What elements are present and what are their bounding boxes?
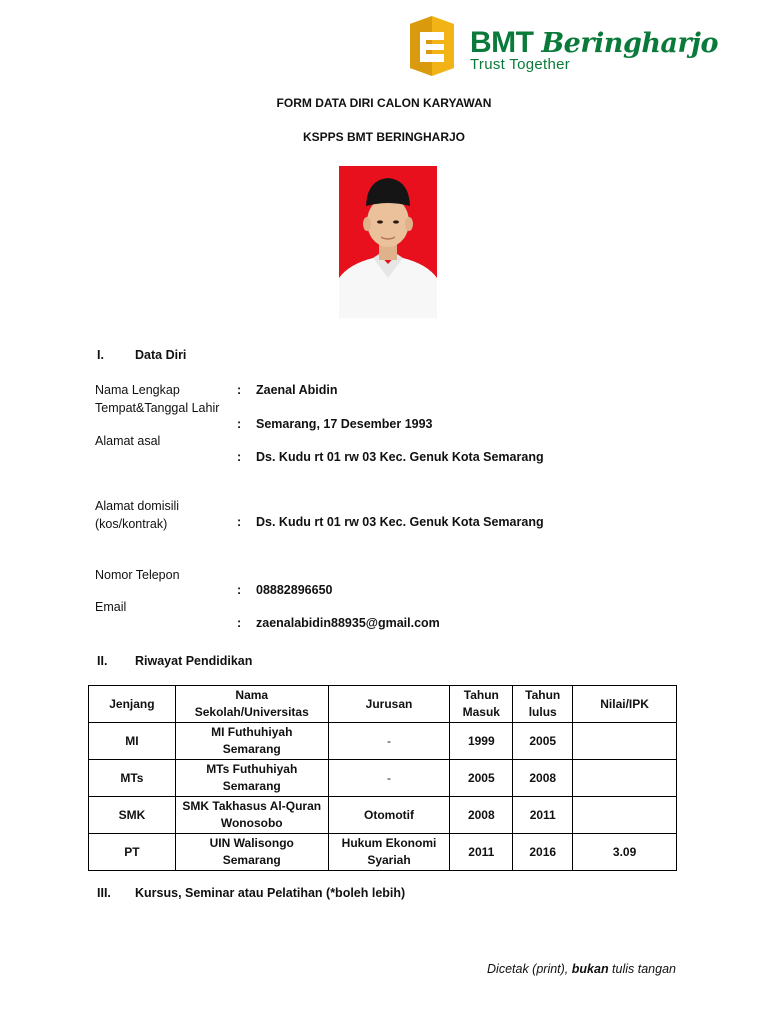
label-alamat-asal: Alamat asal (95, 434, 161, 448)
colon-email: : (237, 616, 242, 630)
section-number: I. (97, 348, 104, 362)
bmt-logo-mark-icon (406, 16, 458, 76)
cell-tahun-lulus: 2011 (513, 797, 573, 834)
footer-bold: bukan (571, 962, 609, 976)
colon-domisili: : (237, 515, 242, 529)
cell-tahun-lulus: 2008 (513, 760, 573, 797)
cell-jenjang: SMK (89, 797, 176, 834)
logo-brand-name (470, 26, 718, 60)
person-portrait-icon (339, 166, 437, 318)
header-line: Masuk (462, 705, 500, 719)
logo-brand-script: Beringharjo (541, 28, 718, 59)
header-line: Jurusan (365, 696, 413, 711)
section-number: II. (97, 654, 108, 668)
cell-tahun-lulus: 2005 (513, 723, 573, 760)
value-tempat-tanggal-lahir: Semarang, 17 Desember 1993 (256, 417, 433, 431)
section-label: Data Diri (135, 348, 187, 362)
cell-nama-sekolah (175, 760, 328, 797)
section-riwayat-pendidikan (97, 654, 397, 672)
table-header-row (89, 686, 677, 723)
section-kursus-seminar (97, 886, 497, 904)
cell-nilai: 3.09 (573, 834, 677, 871)
cell-line: UIN Walisongo (209, 836, 294, 850)
cell-jurusan (328, 723, 450, 760)
label-email: Email (95, 600, 127, 614)
section-label: Riwayat Pendidikan (135, 654, 253, 668)
header-line: lulus (528, 705, 557, 719)
header-line: Tahun (525, 688, 561, 702)
header-jenjang (89, 686, 176, 723)
cell-jurusan (328, 834, 450, 871)
cell-jenjang: PT (89, 834, 176, 871)
cell-nama-sekolah (175, 834, 328, 871)
cell-line: Otomotif (364, 807, 415, 822)
cell-nama-sekolah (175, 723, 328, 760)
value-alamat-asal: Ds. Kudu rt 01 rw 03 Kec. Genuk Kota Semarang (256, 450, 544, 464)
cell-tahun-masuk: 2005 (450, 760, 513, 797)
footer-part-1: Dicetak (print), (487, 962, 572, 976)
value-email: zaenalabidin88935@gmail.com (256, 616, 440, 630)
cell-tahun-lulus: 2016 (513, 834, 573, 871)
section-label: Kursus, Seminar atau Pelatihan (*boleh lebih) (135, 886, 406, 900)
header-line: Tahun (463, 688, 499, 702)
colon-telepon: : (237, 583, 242, 597)
colon-ttl: : (237, 417, 242, 431)
cell-line: SMK Takhasus Al-Quran (182, 799, 322, 813)
applicant-photo (339, 166, 437, 318)
bmt-logo (406, 16, 718, 78)
cell-line: Syariah (367, 853, 411, 867)
label-kos-kontrak: (kos/kontrak) (95, 517, 168, 531)
cell-tahun-masuk: 1999 (450, 723, 513, 760)
cell-nilai (573, 723, 677, 760)
label-tempat-tanggal-lahir: Tempat&Tanggal Lahir (95, 401, 220, 415)
cell-line: - (387, 733, 392, 748)
label-nomor-telepon: Nomor Telepon (95, 568, 180, 582)
cell-tahun-masuk: 2011 (450, 834, 513, 871)
header-jurusan (328, 686, 450, 723)
logo-tagline: Trust Together (470, 56, 571, 73)
table-row (89, 797, 677, 834)
colon-nama: : (237, 383, 242, 397)
cell-jenjang: MTs (89, 760, 176, 797)
cell-nilai (573, 760, 677, 797)
header-line: Jenjang (109, 696, 155, 711)
header-nama-sekolah (175, 686, 328, 723)
cell-line: Semarang (222, 853, 281, 867)
form-subtitle: KSPPS BMT BERINGHARJO (302, 130, 466, 144)
header-line: Nilai/IPK (600, 696, 649, 711)
label-alamat-domisili: Alamat domisili (95, 499, 180, 513)
education-table (88, 685, 677, 871)
header-line: Sekolah/Universitas (194, 705, 309, 719)
cell-line: Hukum Ekonomi (341, 836, 437, 850)
cell-nilai (573, 797, 677, 834)
cell-jurusan (328, 797, 450, 834)
footer-print-note (487, 962, 676, 976)
logo-brand-strong: BMT (470, 26, 534, 59)
cell-line: MI Futhuhiyah (211, 725, 293, 739)
header-line: Nama (235, 688, 269, 702)
table-row (89, 723, 677, 760)
header-nilai-ipk (573, 686, 677, 723)
label-nama-lengkap: Nama Lengkap (95, 383, 180, 397)
colon-alamat-asal: : (237, 450, 242, 464)
cell-jurusan (328, 760, 450, 797)
form-title: FORM DATA DIRI CALON KARYAWAN (276, 96, 492, 110)
header-tahun-lulus (513, 686, 573, 723)
footer-part-2: tulis tangan (608, 962, 676, 976)
cell-line: Semarang (222, 779, 281, 793)
cell-line: Semarang (222, 742, 281, 756)
cell-nama-sekolah (175, 797, 328, 834)
cell-line: - (387, 770, 392, 785)
value-alamat-domisili: Ds. Kudu rt 01 rw 03 Kec. Genuk Kota Semarang (256, 515, 544, 529)
table-row (89, 834, 677, 871)
header-tahun-masuk (450, 686, 513, 723)
cell-line: MTs Futhuhiyah (206, 762, 298, 776)
table-row (89, 760, 677, 797)
cell-line: Wonosobo (220, 816, 283, 830)
cell-jenjang: MI (89, 723, 176, 760)
cell-tahun-masuk: 2008 (450, 797, 513, 834)
section-number: III. (97, 886, 111, 900)
value-nama-lengkap: Zaenal Abidin (256, 383, 338, 397)
section-data-diri (97, 348, 297, 366)
value-nomor-telepon: 08882896650 (256, 583, 333, 597)
